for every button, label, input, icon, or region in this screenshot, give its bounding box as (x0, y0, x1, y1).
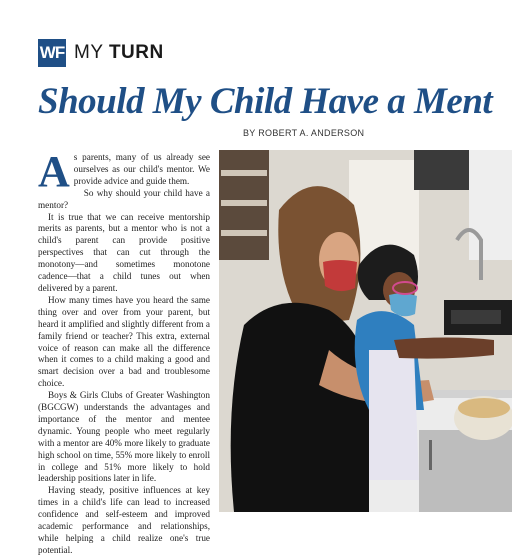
article-paragraph: How many times have you heard the same thing over and over from your parent, but heard it amplified and slightly different from a family friend or teacher? This extra, external voice of reason can make all the difference when it comes to a child making a good and smart decision over a bad and troublesome choice. (38, 294, 210, 389)
section-label-my: MY (74, 42, 104, 63)
article-byline: BY ROBERT A. ANDERSON (243, 128, 365, 138)
article-paragraph (38, 147, 210, 196)
article-paragraph: It is true that we can receive mentorship merits as parents, but a mentor who is not a child's parent can provide positive perspectives that can cut through the monotony—and sometimes monotone cadence—that a child tunes out when delivered by a parent. (38, 211, 210, 293)
article-paragraph: Boys & Girls Clubs of Greater Washington (BGCGW) understands the advantages and importance of the mentor and mentee dynamic. Young people who meet regularly with a mentor are 40% more likely to graduate high school on time, 55% more likely to enroll in college and 51% more likely to hold leadership positions later in life. (38, 390, 210, 484)
section-label-turn: TURN (108, 42, 164, 63)
article-paragraph: Having steady, positive influences at key times in a child's life can lead to increased confidence and self-esteem and improved academic performance and relationships, while helping a child realize one's true potential. (38, 485, 210, 555)
article-headline: Should My Child Have a Ment (38, 81, 493, 122)
section-label (74, 42, 164, 64)
wf-logo: WF (38, 39, 66, 67)
drop-cap: A (38, 147, 70, 196)
article-paragraph: So why should your child have a mentor? (38, 187, 210, 210)
article-body (38, 147, 210, 557)
article-photo (219, 150, 512, 512)
article-paragraph-text: s parents, many of us already see ourselves as our child's mentor. We provide advice and guide them. (73, 152, 210, 186)
kitchen-photo-illustration (219, 150, 512, 512)
magazine-header (38, 38, 164, 68)
